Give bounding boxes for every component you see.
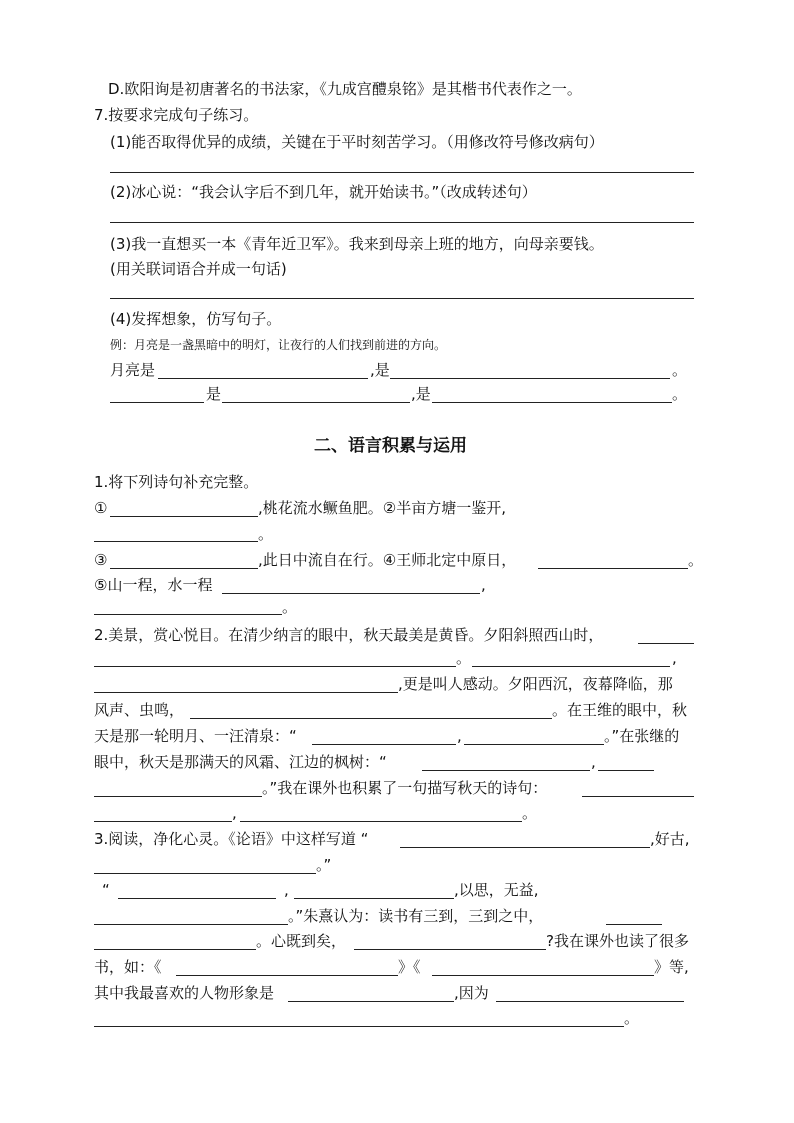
q1-comma: , [481, 576, 486, 594]
blank-q3-3[interactable] [118, 898, 276, 899]
blank-q3-7[interactable] [94, 949, 256, 950]
q1-line-1: ,桃花流水鳜鱼肥。②半亩方塘一鉴开, [258, 499, 506, 517]
sentence-1-prompt: (1)能否取得优异的成绩，关键在于平时刻苦学习。（用修改符号修改病句） [110, 133, 604, 151]
blank-book-1[interactable] [176, 975, 398, 976]
q3-open-quote: “ [102, 881, 110, 899]
q2-line-e: 天是那一轮明月、一汪清泉：“ [94, 727, 297, 745]
period-2: 。 [672, 385, 688, 403]
blank-q2-10[interactable] [94, 796, 262, 797]
q2-line-b: ,更是叫人感动。夕阳西沉，夜幕降临，那 [398, 675, 673, 693]
period-6: 。 [456, 649, 472, 667]
moon-prefix: 月亮是 [110, 361, 156, 379]
q3-line-j: 》《 [398, 958, 421, 976]
blank-object[interactable] [222, 402, 410, 403]
blank-q2-6[interactable] [312, 744, 456, 745]
q2-comma-4: , [232, 804, 237, 822]
question-7-label: 7.按要求完成句子练习。 [94, 106, 259, 124]
blank-poem-5[interactable] [222, 593, 480, 594]
q2-comma: , [672, 649, 677, 667]
blank-q3-5[interactable] [94, 924, 288, 925]
answer-line-1[interactable] [110, 172, 694, 173]
blank-moon-1[interactable] [158, 378, 368, 379]
q3-line-c: 。” [316, 856, 332, 874]
blank-q3-4[interactable] [294, 898, 454, 899]
sentence-3-prompt: (3)我一直想买一本《青年近卫军》。我来到母亲上班的地方，向母亲要钱。 [110, 235, 604, 253]
q3-line-i: 书，如：《 [94, 958, 162, 976]
blank-moon-2[interactable] [390, 378, 670, 379]
blank-poem-1[interactable] [110, 516, 258, 517]
period-3: 。 [258, 525, 274, 543]
blank-poem-2[interactable] [94, 541, 258, 542]
blank-book-2[interactable] [432, 975, 654, 976]
blank-result[interactable] [432, 402, 672, 403]
blank-q2-7[interactable] [464, 744, 604, 745]
q2-intro: 2.美景，赏心悦目。在清少纳言的眼中，秋天最美是黄昏。夕阳斜照西山时， [94, 626, 604, 644]
blank-q3-2[interactable] [94, 873, 316, 874]
blank-reason-2[interactable] [94, 1026, 624, 1027]
blank-subject[interactable] [110, 402, 204, 403]
q3-line-h: ?我在课外也读了很多 [546, 932, 689, 950]
example-sentence: 例：月亮是一盏黑暗中的明灯，让夜行的人们找到前进的方向。 [110, 338, 447, 352]
q2-line-c: 风声、虫鸣， [94, 701, 185, 719]
blank-q2-4[interactable] [94, 692, 398, 693]
q1-line-3: ,此日中流自在行。④王师北定中原日， [258, 551, 517, 569]
blank-q2-3[interactable] [472, 666, 670, 667]
sentence-2-prompt: (2)冰心说：“我会认字后不到几年，就开始读书。”（改成转述句） [110, 183, 537, 201]
q3-intro: 3.阅读，净化心灵。《论语》中这样写道 “ [94, 830, 369, 848]
q2-line-h: 。”我在课外也积累了一句描写秋天的诗句： [262, 779, 548, 797]
blank-q2-2[interactable] [94, 666, 456, 667]
q2-comma-2: , [457, 727, 462, 745]
answer-line-3[interactable] [110, 298, 694, 299]
blank-character[interactable] [288, 1001, 454, 1002]
q1-num-1: ① [94, 499, 108, 517]
section-2-title: 二、语言积累与运用 [314, 436, 467, 456]
blank-q2-9[interactable] [598, 770, 654, 771]
q3-line-f: 。”朱熹认为：读书有三到，三到之中， [288, 907, 544, 925]
period-5: 。 [282, 598, 298, 616]
blank-reason-1[interactable] [496, 1001, 684, 1002]
q3-line-e: ,以思，无益, [454, 881, 539, 899]
q3-line-b: ,好古, [650, 830, 690, 848]
blank-q2-5[interactable] [190, 718, 552, 719]
q2-line-g: 眼中，秋天是那满天的风霜、江边的枫树：“ [94, 753, 387, 771]
period-1: 。 [672, 361, 688, 379]
blank-poem-6[interactable] [94, 614, 282, 615]
blank-q2-8[interactable] [422, 770, 590, 771]
q1-label: 1.将下列诗句补充完整。 [94, 473, 259, 491]
blank-q2-11[interactable] [582, 796, 694, 797]
q1-line-5: ⑤山一程，水一程 [94, 576, 213, 594]
q3-line-g: 。心既到矣， [256, 932, 347, 950]
shi-label: 是 [206, 385, 222, 403]
period-4: 。 [688, 551, 704, 569]
answer-line-2[interactable] [110, 222, 694, 223]
option-d: D.欧阳询是初唐著名的书法家，《九成宫醴泉铭》是其楷书代表作之一。 [108, 80, 582, 98]
q2-line-d: 。在王维的眼中，秋 [552, 701, 688, 719]
blank-q3-1[interactable] [400, 847, 650, 848]
q2-comma-3: , [591, 753, 596, 771]
q3-comma: , [284, 881, 289, 899]
q3-line-k: 》等, [654, 958, 689, 976]
period-7: 。 [522, 804, 538, 822]
blank-q2-12[interactable] [94, 821, 232, 822]
comma-shi-2: ,是 [411, 385, 431, 403]
q1-num-3: ③ [94, 551, 108, 569]
q3-line-l: 其中我最喜欢的人物形象是 [94, 984, 275, 1002]
sentence-4-prompt: (4)发挥想象，仿写句子。 [110, 310, 282, 328]
q3-line-m: ,因为 [454, 984, 489, 1002]
blank-poem-3[interactable] [110, 568, 258, 569]
period-8: 。 [624, 1009, 640, 1027]
blank-q3-8[interactable] [354, 949, 546, 950]
blank-q3-6[interactable] [606, 924, 662, 925]
blank-q2-1[interactable] [638, 643, 694, 644]
moon-comma-shi: ,是 [370, 361, 390, 379]
blank-poem-4[interactable] [538, 568, 688, 569]
blank-q2-13[interactable] [240, 821, 522, 822]
sentence-3-instruction: (用关联词语合并成一句话) [110, 260, 287, 278]
q2-line-f: 。”在张继的 [604, 727, 680, 745]
